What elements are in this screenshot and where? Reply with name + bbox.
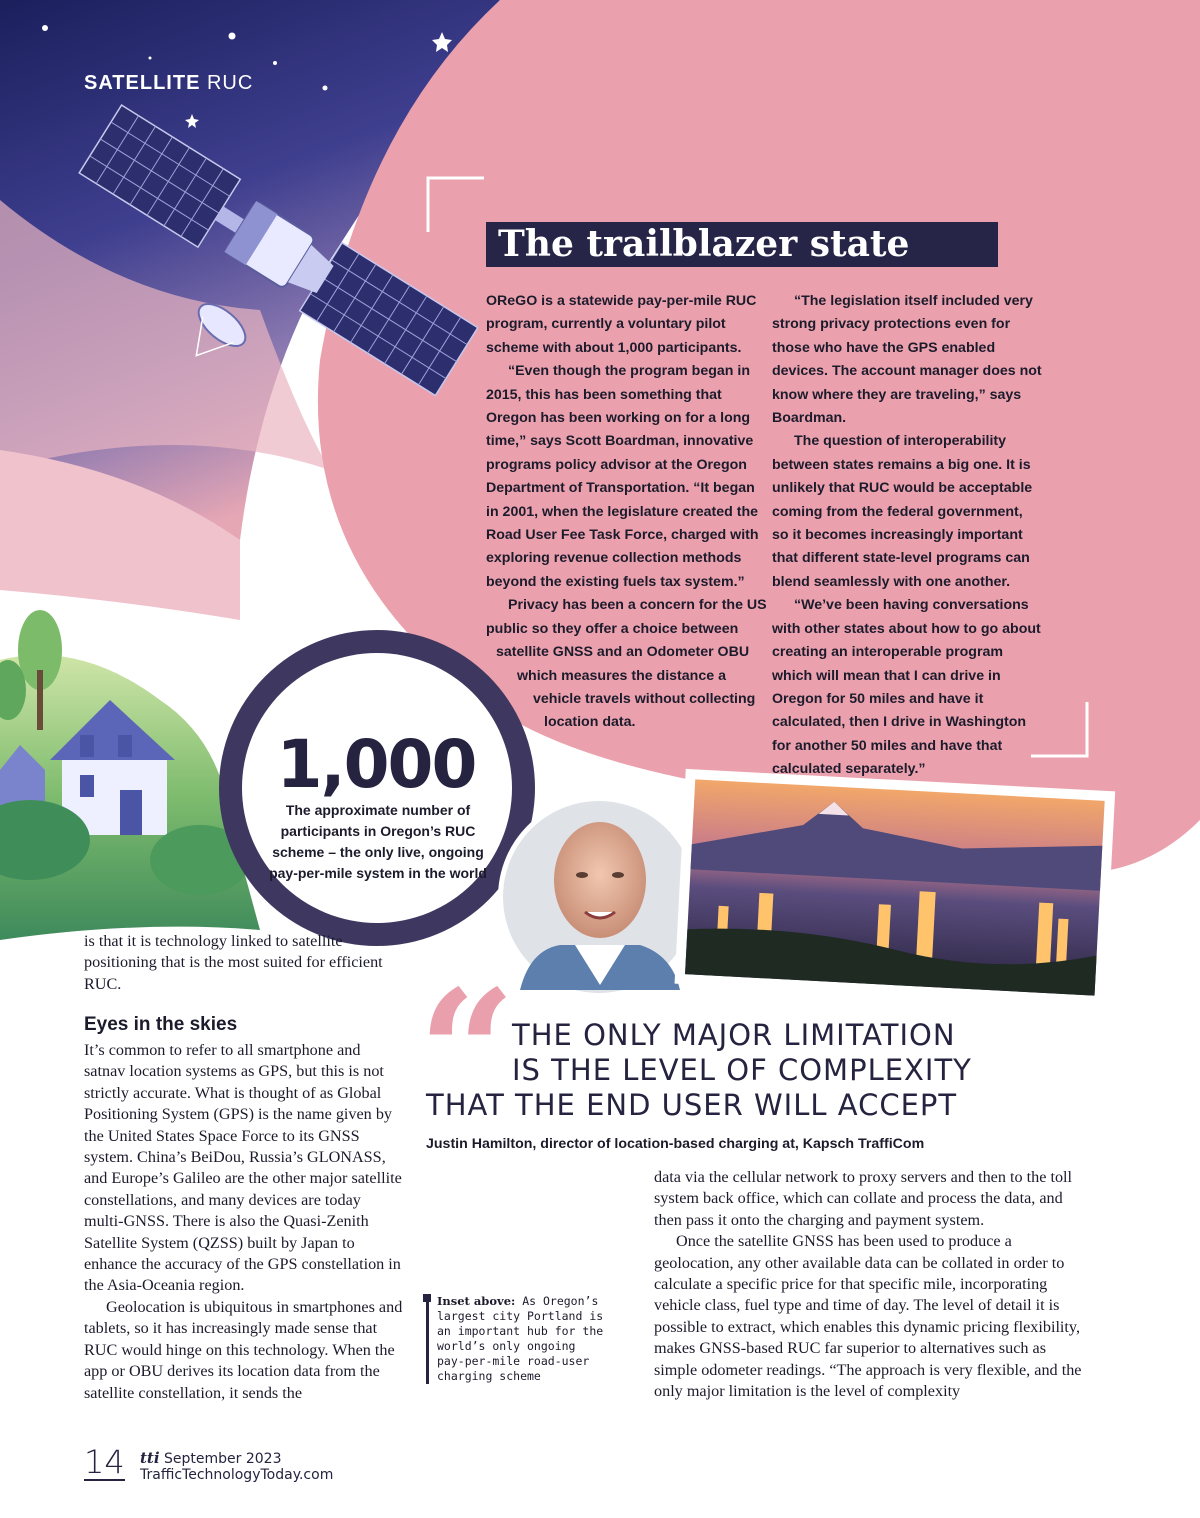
portland-photo: [675, 769, 1116, 1000]
paragraph: “We’ve been having conversations with other states about how to go about creating an interoperable program which will mean that I can drive in Oregon for 50 miles and have it calculated, then I drive in Washington for another 50 miles and have that calculated separately.”: [772, 597, 1041, 778]
stat-number: 1,000: [276, 726, 476, 803]
pull-quote-attribution: Justin Hamilton, director of location-based charging at, Kapsch TraffiCom: [426, 1136, 925, 1152]
section-label: SATELLITE RUC: [84, 72, 254, 94]
lead-in-text: is that it is technology linked to satellite positioning that is the most suited for efficient RUC.: [84, 932, 383, 993]
paragraph: It’s common to refer to all smartphone and satnav location systems as GPS, but this is not strictly accurate. What is thought of as Global Positioning System (GPS) is the name given by the United States Space Force to its GNSS system. China’s BeiDou, Russia’s GLONASS, and Europe’s Galileo are the other major satellite constellations, and many devices are today multi-GNSS. There is also the Quasi-Zenith Satellite System (QZSS) built by Japan to enhance the accuracy of the GPS constellation in the Asia-Oceania region.: [84, 1041, 402, 1295]
paragraph: “The legislation itself included very strong privacy protections even for those who have the GPS enabled devices. The account manager does not know where they are traveling,” says Boardman.: [772, 293, 1042, 427]
website-url: TrafficTechnologyToday.com: [140, 1467, 334, 1483]
pull-quote: THE ONLY MAJOR LIMITATION IS THE LEVEL OF COMPLEXITY THAT THE END USER WILL ACCEPT: [426, 1018, 972, 1122]
page-number: 14: [84, 1443, 125, 1481]
headline: The trailblazer state: [486, 222, 998, 267]
paragraph: Geolocation is ubiquitous in smartphones and tablets, so it has increasingly made sense that RUC would hinge on this technology. When the app or OBU derives its location data from the satellite constellation, it sends the: [84, 1297, 403, 1402]
body-column-right: [654, 1167, 1084, 1402]
paragraph: data via the cellular network to proxy servers and then to the toll system back office, which can collate and process the data, and then pass it onto the charging and payment system.: [654, 1168, 1073, 1229]
magazine-footer: tti September 2023 TrafficTechnologyToday.com: [140, 1449, 334, 1483]
paragraph: OReGO is a statewide pay-per-mile RUC program, currently a voluntary pilot scheme with about 1,000 participants.: [486, 293, 757, 356]
article-column-2: [772, 290, 1042, 782]
subheading: Eyes in the skies: [84, 1014, 238, 1035]
paragraph: Once the satellite GNSS has been used to produce a geolocation, any other available data can be collated in order to calculate a specific price for that specific mile, incorporating vehicle class, fuel type and time of day. The level of detail it is possible to extract, which enables this dynamic pricing flexibility, makes GNSS-based RUC far superior to alternatives such as simple odometer readings. “The approach is very flexible, and the only major limitation is the level of complexity: [654, 1232, 1082, 1401]
body-column-left: [84, 1040, 404, 1404]
caption-marker-icon: [423, 1294, 431, 1302]
magazine-logo: tti: [140, 1449, 160, 1467]
article-column-1: [486, 290, 767, 735]
stat-caption: The approximate number of participants in Oregon’s RUC scheme – the only live, ongoing pay-per-mile system in the world: [269, 802, 487, 881]
paragraph: “Even though the program began in 2015, this has been something that Oregon has been working on for a long time,” says Scott Boardman, innovative programs policy advisor at the Oregon Department of Transportation. “It began in 2001, when the legislature created the Road User Fee Task Force, charged with exploring revenue collection methods beyond the existing fuels tax system.”: [486, 363, 759, 590]
paragraph: The question of interoperability between states remains a big one. It is unlikely that RUC would be acceptable coming from the federal government, so it becomes increasingly important that different state-level programs can blend seamlessly with one another.: [772, 433, 1033, 590]
photo-caption: Inset above: As Oregon’s largest city Portland is an important hub for the world’s only ongoing pay-per-mile road-user charging scheme: [426, 1294, 607, 1384]
quote-mark-icon: “: [418, 953, 516, 1153]
paragraph: Privacy has been a concern for the US public so they offer a choice between satellite GNSS and an Odometer OBU which measures the distance a vehicle travels without collecting location data.: [486, 597, 767, 731]
